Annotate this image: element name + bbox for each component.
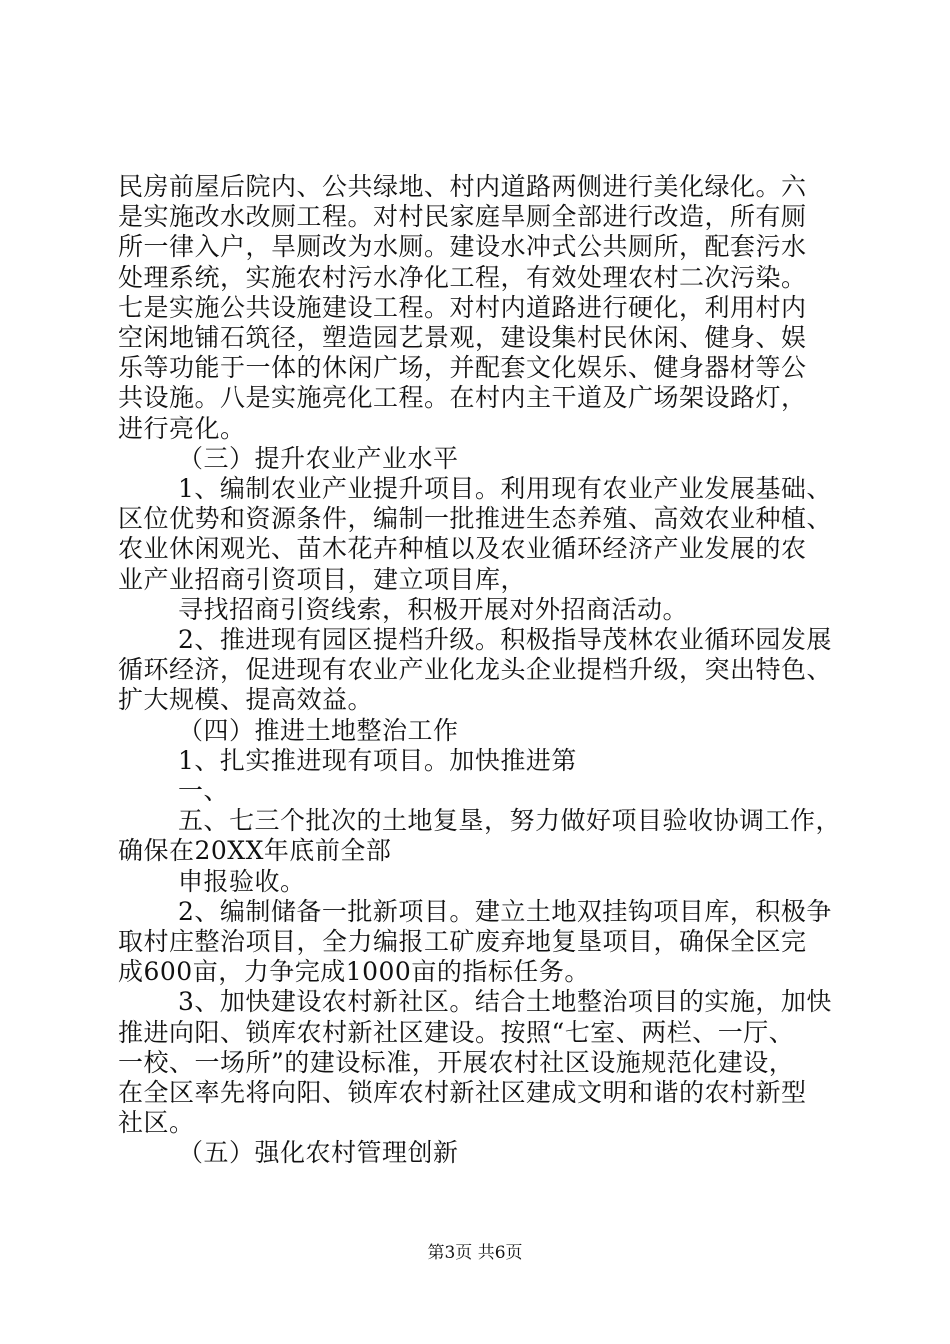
paragraph-line: 所一律入户，旱厕改为水厕。建设水冲式公共厕所，配套污水 (118, 232, 807, 262)
section-heading: （五）强化农村管理创新 (178, 1138, 459, 1168)
section-heading: （三）提升农业产业水平 (178, 443, 459, 473)
paragraph-line: 取村庄整治项目，全力编报工矿废弃地复垦项目，确保全区完 (118, 927, 807, 956)
page-number-footer: 第3页 共6页 (427, 1243, 523, 1263)
paragraph-line: 社区。 (118, 1108, 195, 1138)
paragraph-line: 共设施。八是实施亮化工程。在村内主干道及广场架设路灯， (118, 383, 807, 413)
paragraph-line: 成600亩，力争完成1000亩的指标任务。 (118, 957, 590, 987)
paragraph-line: 2、编制储备一批新项目。建立土地双挂钩项目库，积极争 (178, 896, 832, 926)
paragraph-line: 民房前屋后院内、公共绿地、村内道路两侧进行美化绿化。六 (118, 172, 807, 201)
section-heading: （四）推进土地整治工作 (178, 715, 459, 745)
paragraph-line: 推进向阳、锁库农村新社区建设。按照“七室、两栏、一厅、 (118, 1017, 795, 1047)
paragraph-line: 业产业招商引资项目，建立项目库， (118, 564, 527, 594)
paragraph-line: 3、加快建设农村新社区。结合土地整治项目的实施，加快 (178, 987, 832, 1017)
paragraph-line: 是实施改水改厕工程。对村民家庭旱厕全部进行改造，所有厕 (118, 202, 807, 232)
paragraph-line: 2、推进现有园区提档升级。积极指导茂林农业循环园发展 (178, 625, 832, 654)
paragraph-line: 在全区率先将向阳、锁库农村新社区建成文明和谐的农村新型 (118, 1078, 807, 1107)
paragraph-line: 五、七三个批次的土地复垦，努力做好项目验收协调工作， (178, 806, 842, 836)
paragraph-line: 申报验收。 (178, 866, 306, 896)
paragraph-line: 区位优势和资源条件，编制一批推进生态养殖、高效农业种植、 (118, 504, 833, 534)
paragraph-line: 农业休闲观光、苗木花卉种植以及农业循环经济产业发展的农 (118, 534, 807, 564)
paragraph-line: 处理系统，实施农村污水净化工程，有效处理农村二次污染。 (118, 262, 807, 292)
paragraph-line: 一校、一场所”的建设标准，开展农村社区设施规范化建设， (118, 1047, 795, 1077)
paragraph-line: 扩大规模、提高效益。 (118, 685, 374, 715)
paragraph-line: 一、 (178, 776, 230, 805)
paragraph-line: 1、编制农业产业提升项目。利用现有农业产业发展基础、 (178, 474, 832, 503)
paragraph-line: 循环经济，促进现有农业产业化龙头企业提档升级，突出特色、 (118, 655, 833, 685)
paragraph-line: 进行亮化。 (118, 413, 246, 443)
paragraph-line: 乐等功能于一体的休闲广场，并配套文化娱乐、健身器材等公 (118, 353, 807, 383)
paragraph-line: 空闲地铺石筑径，塑造园艺景观，建设集村民休闲、健身、娱 (118, 323, 807, 352)
paragraph-line: 寻找招商引资线索，积极开展对外招商活动。 (178, 594, 689, 624)
paragraph-line: 确保在20XX年底前全部 (118, 836, 392, 866)
paragraph-line: 1、扎实推进现有项目。加快推进第 (178, 745, 577, 775)
paragraph-line: 七是实施公共设施建设工程。对村内道路进行硬化，利用村内 (118, 292, 807, 322)
